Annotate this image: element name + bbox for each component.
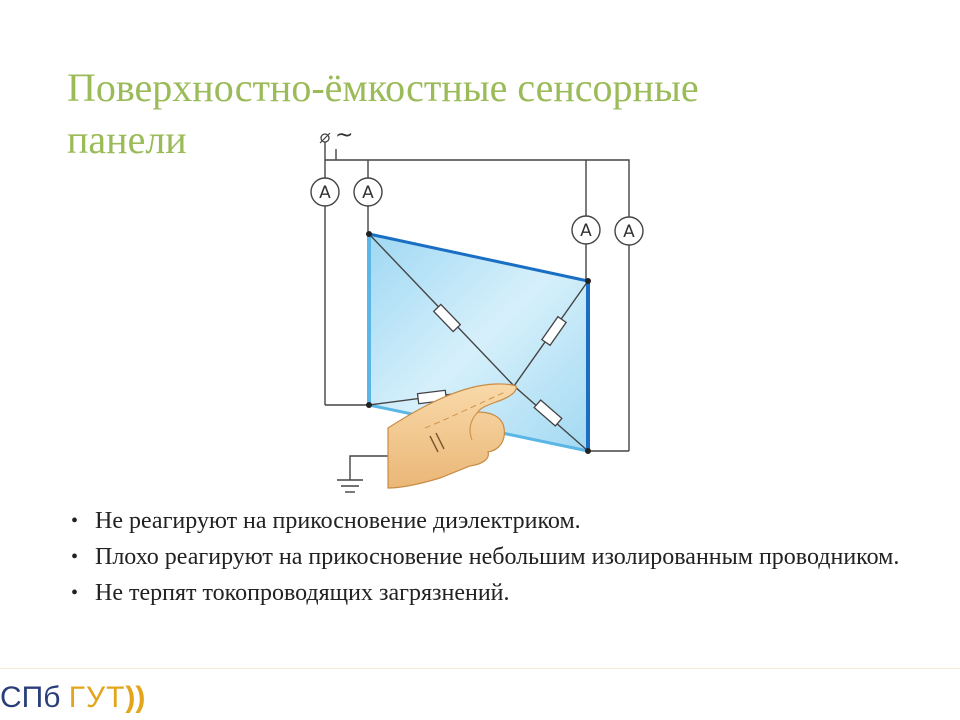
ac-source-label: ~: [335, 123, 354, 148]
bullet-item: [68, 580, 928, 607]
bullet-dot-icon: •: [71, 546, 79, 568]
ammeter-icon: [615, 217, 643, 245]
spbgut-logo: [0, 678, 145, 718]
footer-divider: [0, 668, 960, 669]
slide-title-line-1: Поверхностно-ёмкостные сенсорные: [67, 65, 699, 110]
ammeter-label: A: [623, 222, 635, 242]
ammeter-label: A: [319, 183, 331, 203]
ammeter-icon: [572, 216, 600, 244]
ammeter-label: A: [580, 221, 592, 241]
bullet-text: Не терпят токопроводящих загрязнений.: [95, 580, 510, 606]
bullet-text: Не реагируют на прикосновение диэлектриком.: [95, 508, 581, 534]
slide-title-line-2: панели: [67, 117, 187, 162]
bullet-dot-icon: •: [71, 582, 79, 604]
ammeter-icon: [311, 178, 339, 206]
logo-text-spb: СПб: [0, 681, 61, 714]
logo-text-gut: ГУТ: [68, 681, 126, 714]
bullet-list: [68, 508, 928, 616]
ammeter-label: A: [362, 183, 374, 203]
logo-waves-icon: )): [125, 681, 146, 714]
ammeter-icon: [354, 178, 382, 206]
capacitive-panel-diagram: [300, 118, 660, 498]
bullet-dot-icon: •: [71, 510, 79, 532]
ground-icon: [337, 466, 363, 492]
bullet-item: [68, 544, 928, 571]
bullet-text: Плохо реагируют на прикосновение небольшим изолированным проводником.: [95, 544, 900, 570]
bullet-item: [68, 508, 928, 535]
